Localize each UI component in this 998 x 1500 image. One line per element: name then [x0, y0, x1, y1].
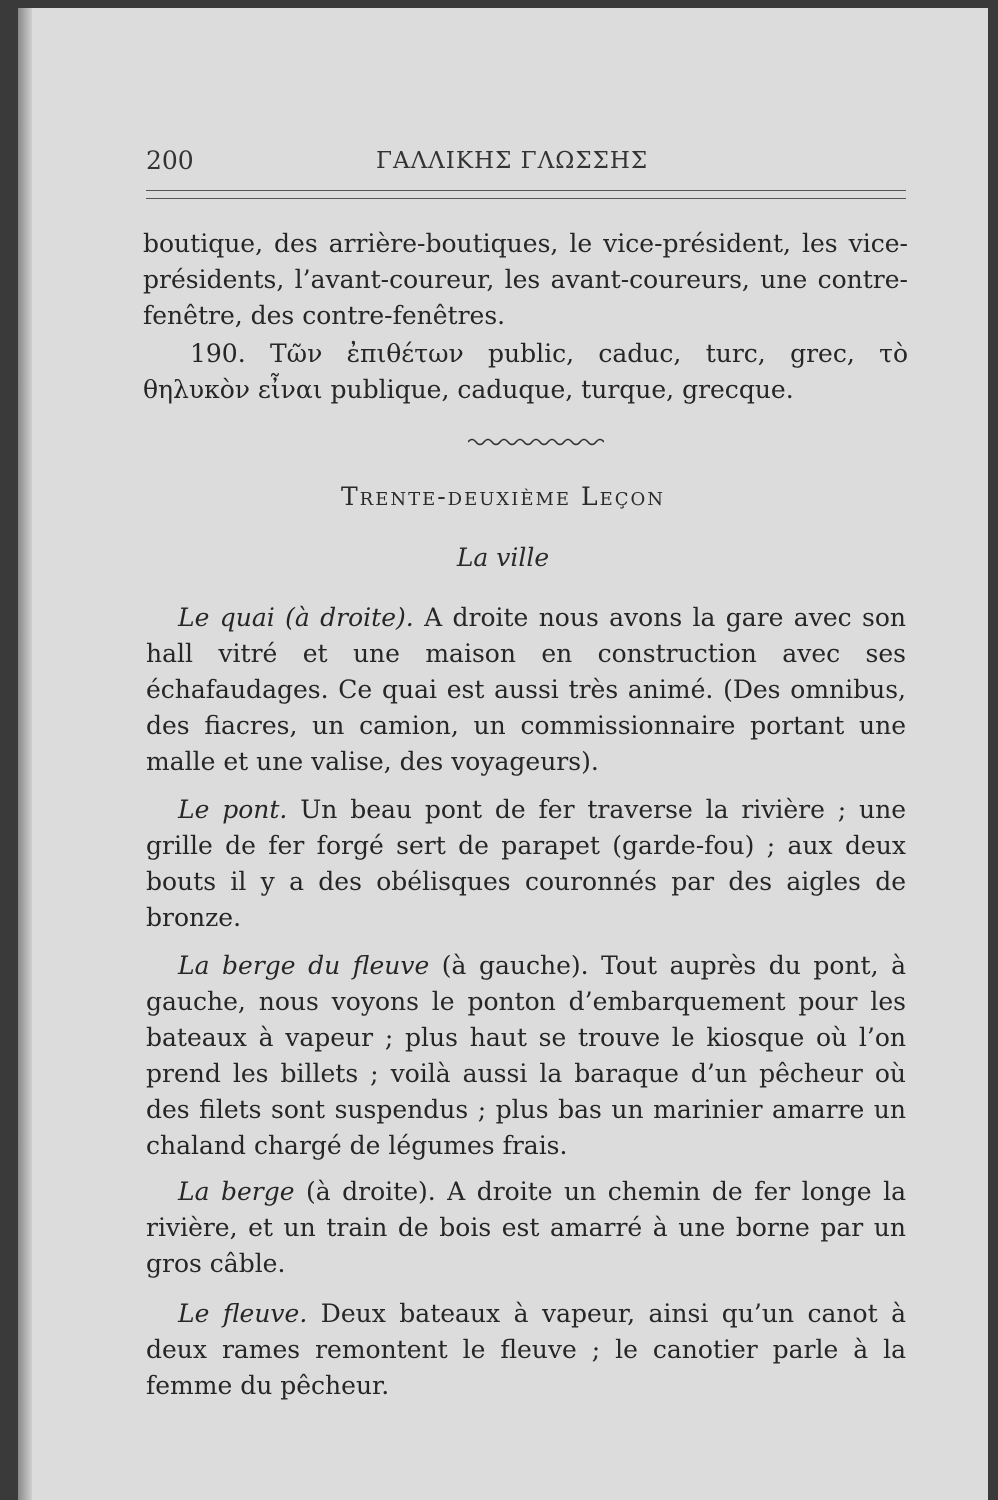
section-text: (à droite). A droite un chemin de fer longe la rivière, et un train de bois est amarré à une borne par un gros câble. [146, 1177, 906, 1278]
section-heading: Le pont. [178, 795, 288, 824]
lesson-subtitle: La ville [456, 543, 550, 572]
section-text: Deux bateaux à vapeur, ainsi qu’un canot à deux rames remontent le fleuve ; le canotier parle à la femme du pêcheur. [146, 1299, 907, 1400]
section-pont [146, 792, 906, 936]
section-fleuve [146, 1296, 906, 1404]
header-rule-bottom [146, 198, 906, 199]
section-heading: Le fleuve. [178, 1299, 308, 1328]
continuation-paragraph: boutique, des arrière-boutiques, le vice-président, les vice-présidents, l’avant-coureur, les avant-coureurs, une contre-fenêtre, des contre-fenêtres. [143, 229, 908, 330]
section-quai [146, 600, 906, 780]
running-title: ΓΑΛΛΙΚΗΣ ΓΛΩΣΣΗΣ [376, 148, 649, 174]
section-heading: Le quai (à droite). [178, 603, 414, 632]
page-number: 200 [146, 146, 194, 175]
section-berge-droite [146, 1174, 906, 1282]
section-text: Un beau pont de fer traverse la rivière ; une grille de fer forgé sert de parapet (garde-fou) ; aux deux bouts il y a des obélisques couronnés par des aigles de bronze. [146, 795, 907, 932]
section-text: A droite nous avons la gare avec son hall vitré et une maison en construction avec ses échafaudages. Ce quai est aussi très animé. (Des omnibus, des fiacres, un camion, un commissionnaire portant une malle et une valise, des voyageurs). [146, 603, 906, 776]
page-header [146, 146, 906, 186]
lesson-title: Trente-deuxième Leçon [340, 482, 666, 511]
section-text: (à gauche). Tout auprès du pont, à gauche, nous voyons le ponton d’embarquement pour les bateaux à vapeur ; plus haut se trouve le kiosque où l’on prend les billets ; voilà aussi la baraque d’un pêcheur où des filets sont suspendus ; plus bas un marinier amarre un chaland chargé de légumes frais. [146, 951, 906, 1160]
header-rule-top [146, 190, 906, 191]
wavy-ornament [468, 436, 604, 448]
section-berge-gauche [146, 948, 906, 1164]
section-heading: La berge du fleuve [178, 951, 430, 980]
page-gutter [18, 8, 32, 1500]
rule-190-paragraph: 190. Τῶν ἐπιθέτων public, caduc, turc, grec, τὸ θηλυκὸν εἶναι publique, caduque, turque, grecque. [143, 339, 908, 404]
section-heading: La berge [178, 1177, 295, 1206]
book-page [18, 8, 988, 1500]
